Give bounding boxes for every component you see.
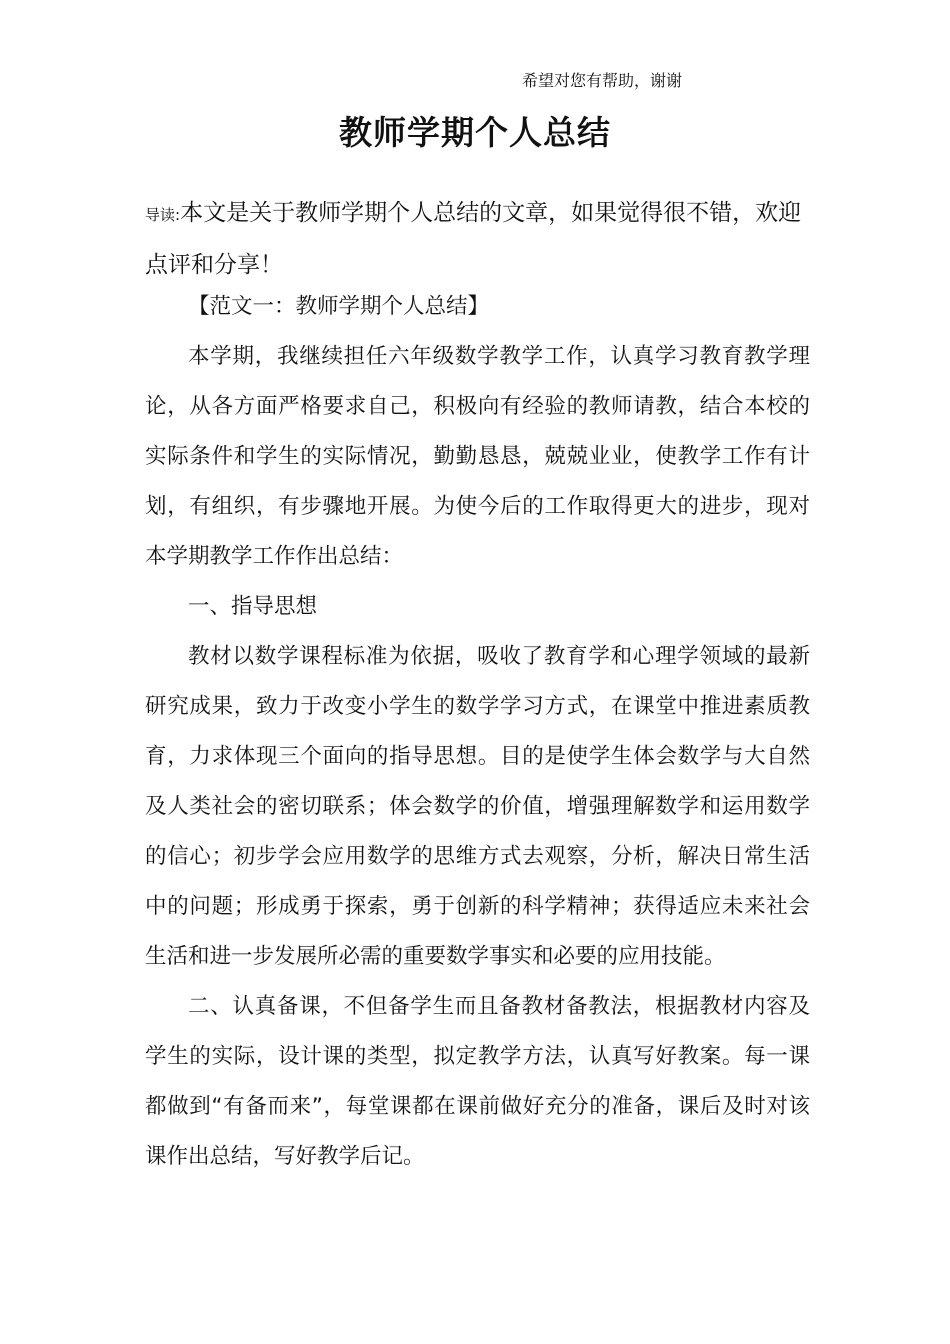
section-heading-sample-one: 【范文一：教师学期个人总结】 [188, 294, 490, 319]
paragraph-guiding-thought: 教材以数学课程标准为依据，吸收了教育学和心理学领域的最新研究成果，致力于改变小学生的数学学习方式，在课堂中推进素质教育，力求体现三个面向的指导思想。目的是使学生体会数学与大自然及人类社会的密切联系；体会数学的价值，增强理解数学和运用数学的信心；初步学会应用数学的思维方式去观察，分析，解决日常生活中的问题；形成勇于探索，勇于创新的科学精神；获得适应未来社会生活和进一步发展所必需的重要数学事实和必要的应用技能。 [145, 644, 810, 969]
paragraph-intro-summary: 本学期，我继续担任六年级数学教学工作，认真学习教育教学理论，从各方面严格要求自己，积极向有经验的教师请教，结合本校的实际条件和学生的实际情况，勤勤恳恳，兢兢业业，使教学工作有计划，有组织，有步骤地开展。为使今后的工作取得更大的进步，现对本学期教学工作作出总结： [145, 344, 810, 569]
intro-block [145, 188, 810, 290]
intro-text: 本文是关于教师学期个人总结的文章，如果觉得很不错，欢迎点评和分享！ [145, 200, 802, 278]
paragraph-lesson-preparation: 二、认真备课，不但备学生而且备教材备教法，根据教材内容及学生的实际，设计课的类型，拟定教学方法，认真写好教案。每一课都做到“有备而来”，每堂课都在课前做好充分的准备，课后及时对该课作出总结，写好教学后记。 [145, 994, 810, 1169]
intro-label: 导读: [145, 206, 181, 224]
document-title: 教师学期个人总结 [339, 113, 611, 152]
header-note: 希望对您有帮助，谢谢 [522, 71, 683, 90]
document-body [145, 282, 810, 1182]
section-heading-guiding-thought: 一、指导思想 [188, 594, 318, 619]
